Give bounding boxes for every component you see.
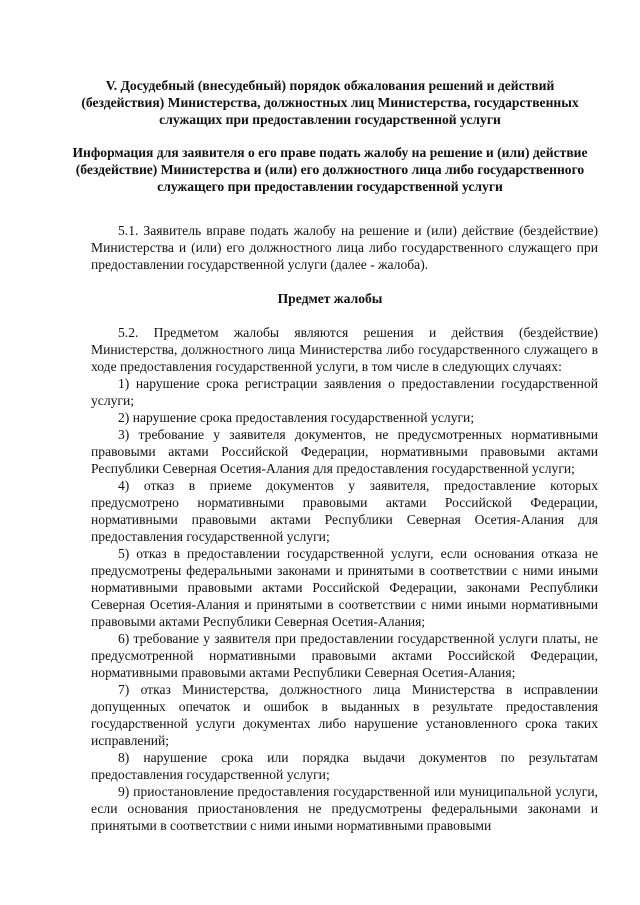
- list-item: 5) отказ в предоставлении государственной услуги, если основания отказа не предусмотрены федеральными законами и принятыми в соответствии с ними иными нормативными правовыми актами Российской Федерации, законами Республики Северная Осетия-Алания и принятыми в соответствии с ними иными нормативными правовыми актами Республики Северная Осетия-Алания;: [91, 546, 598, 629]
- list-item: 3) требование у заявителя документов, не предусмотренных нормативными правовыми актами Российской Федерации, нормативными правовыми актами Республики Северная Осетия-Алания для предоставления государственной услуги;: [91, 427, 598, 476]
- list-item: 2) нарушение срока предоставления государственной услуги;: [118, 410, 475, 425]
- list-item: 7) отказ Министерства, должностного лица Министерства в исправлении допущенных опечаток и ошибок в выданных в результате предоставления государственной услуги документах либо нарушение установленного срока таких исправлений;: [91, 682, 598, 748]
- paragraph-5-1: [91, 222, 598, 273]
- paragraph-5-1-text: 5.1. Заявитель вправе подать жалобу на решение и (или) действие (бездействие) Министерства и (или) его должностного лица либо государственного служащего при предоставлении государственной услуги (далее - жалоба).: [91, 223, 598, 272]
- list-item: 4) отказ в приеме документов у заявителя, предоставление которых предусмотрено нормативными правовыми актами Российской Федерации, нормативными правовыми актами Республики Северная Осетия-Алания для предоставления государственной услуги;: [91, 478, 598, 544]
- section-title: V. Досудебный (внесудебный) порядок обжалования решений и действий (бездействия) Министерства, должностных лиц Министерства, государственных служащих при предоставлении государственной услуги: [81, 78, 579, 127]
- list-item: 6) требование у заявителя при предоставлении государственной услуги платы, не предусмотренной нормативными правовыми актами Российской Федерации, нормативными правовыми актами Республики Северная Осетия-Алания;: [91, 631, 598, 680]
- subject-heading: Предмет жалобы: [277, 291, 383, 306]
- paragraph-5-2: 5.2. Предметом жалобы являются решения и действия (бездействие) Министерства, должностного лица Министерства либо государственного служащего в ходе предоставления государственной услуги, в том числе в следующих случаях:: [91, 325, 598, 374]
- list-item: 9) приостановление предоставления государственной или муниципальной услуги, если основания приостановления не предусмотрены федеральными законами и принятыми в соответствии с ними иными нормативными правовыми: [91, 784, 598, 833]
- info-title: Информация для заявителя о его праве подать жалобу на решение и (или) действие (бездействие) Министерства и (или) его должностного лица либо государственного служащего при предоставлении государственной услуги: [72, 145, 588, 194]
- complaint-list: [91, 324, 598, 834]
- list-item: 1) нарушение срока регистрации заявления о предоставлении государственной услуги;: [91, 376, 598, 408]
- list-item: 8) нарушение срока или порядка выдачи документов по результатам предоставления государственной услуги;: [91, 750, 598, 782]
